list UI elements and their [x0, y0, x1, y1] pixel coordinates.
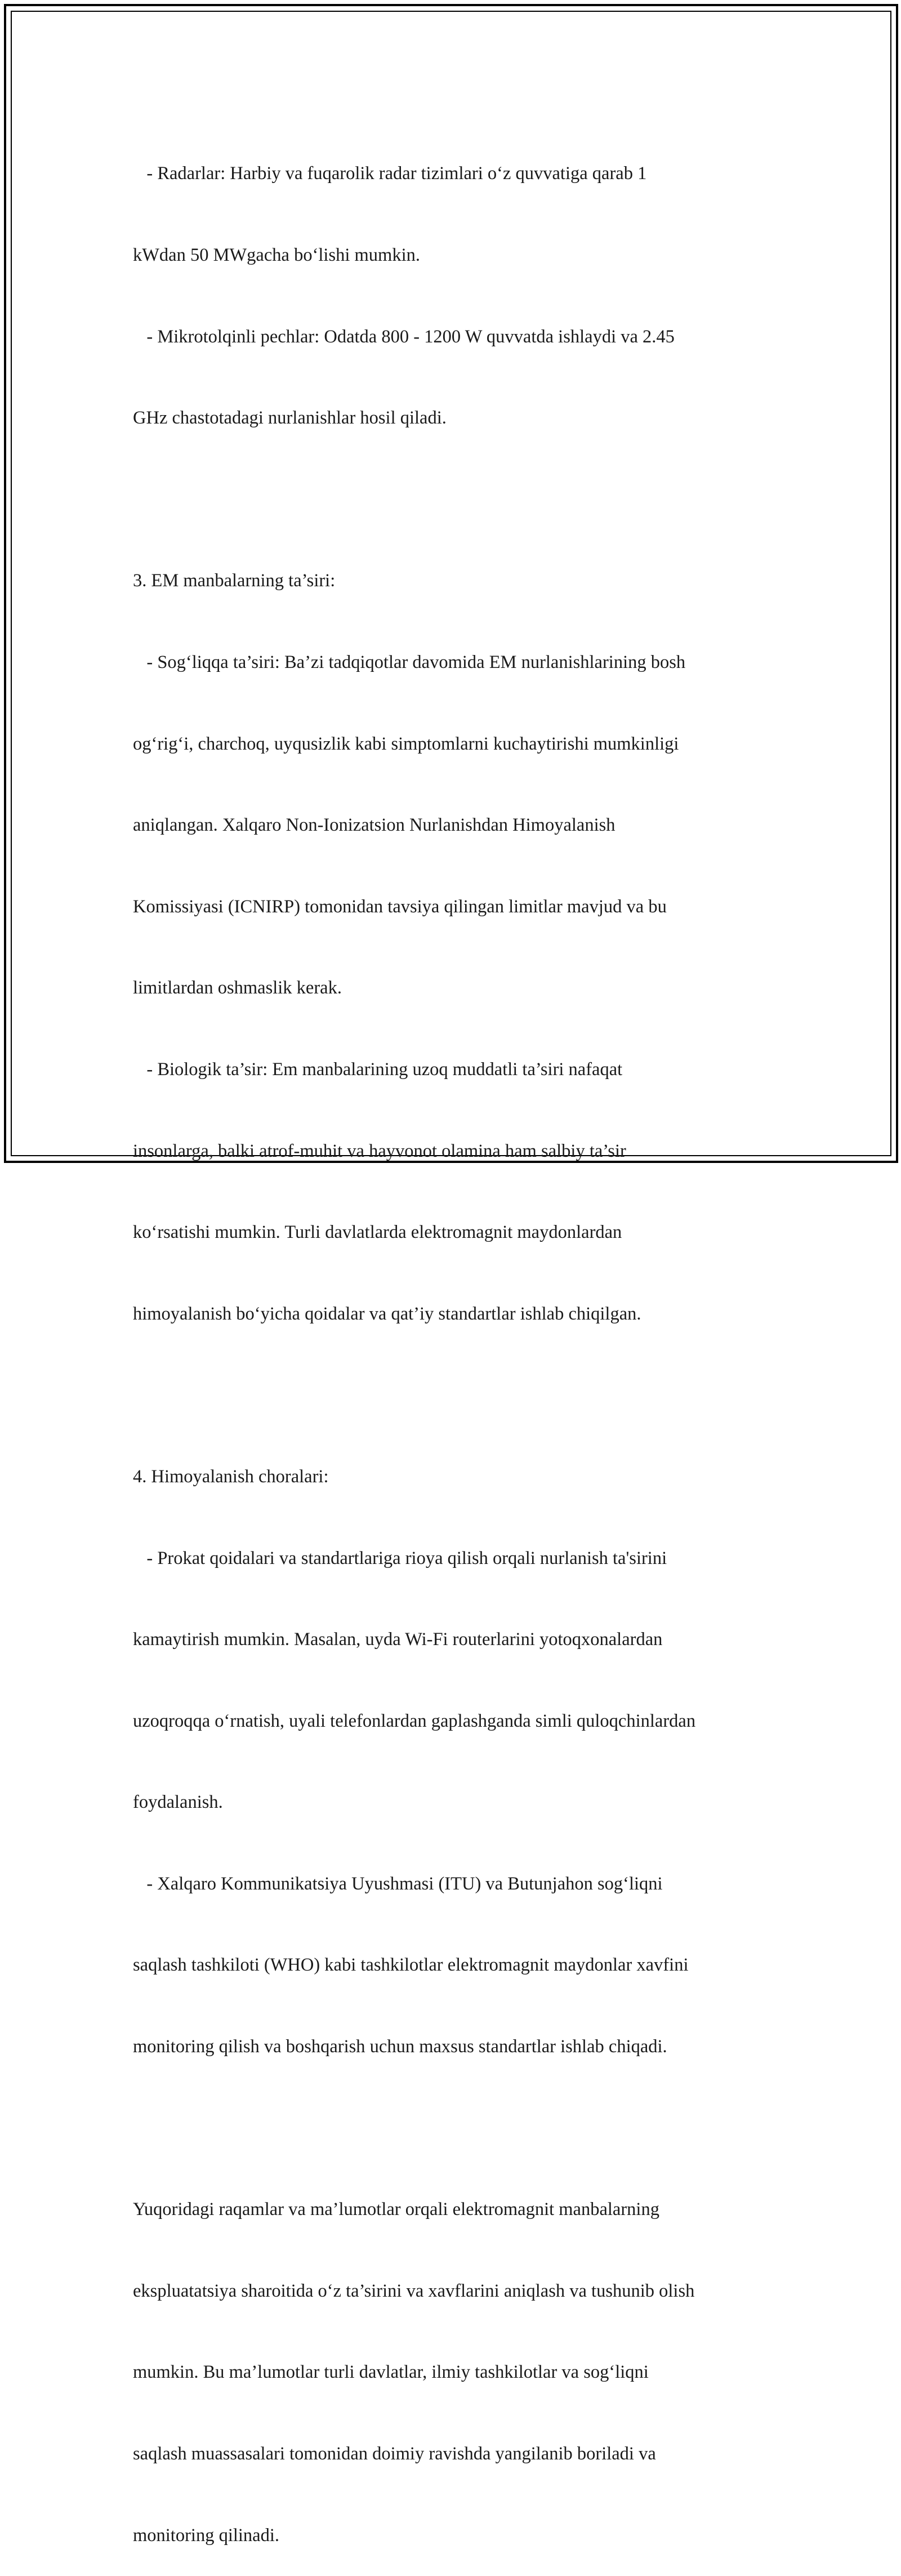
text-line: uzoqroqqa o‘rnatish, uyali telefonlardan gaplashganda simli quloqchinlardan — [133, 1710, 696, 1731]
blank-line — [133, 486, 786, 513]
text-line: ko‘rsatishi mumkin. Turli davlatlarda elektromagnit maydonlardan — [133, 1222, 622, 1243]
text-line: insonlarga, balki atrof-muhit va hayvonot olamina ham salbiy ta’sir — [133, 1140, 626, 1161]
text-line: - Xalqaro Kommunikatsiya Uyushmasi (ITU) va Butunjahon sog‘liqni — [133, 1873, 663, 1894]
text-line: saqlash tashkiloti (WHO) kabi tashkilotlar elektromagnit maydonlar xavfini — [133, 1955, 689, 1976]
conclusion-line: Yuqoridagi raqamlar va ma’lumotlar orqali elektromagnit manbalarning — [133, 2199, 659, 2220]
text-line: - Radarlar: Harbiy va fuqarolik radar tizimlari o‘z quvvatiga qarab 1 — [133, 163, 647, 184]
text-line: - Mikrotolqinli pechlar: Odatda 800 - 1200 W quvvatda ishlaydi va 2.45 — [133, 326, 675, 347]
text-line: himoyalanish bo‘yicha qoidalar va qat’iy standartlar ishlab chiqilgan. — [133, 1303, 641, 1324]
blank-line — [133, 2115, 786, 2142]
text-line: foydalanish. — [133, 1792, 223, 1813]
text-line: og‘rig‘i, charchoq, uyqusizlik kabi simptomlarni kuchaytirishi mumkinligi — [133, 733, 679, 754]
conclusion-line: monitoring qilinadi. — [133, 2525, 279, 2546]
text-line: monitoring qilish va boshqarish uchun maxsus standartlar ishlab chiqadi. — [133, 2036, 667, 2057]
text-line: - Prokat qoidalari va standartlariga rioya qilish orqali nurlanish ta'sirini — [133, 1548, 667, 1568]
text-line: - Biologik ta’sir: Em manbalarining uzoq muddatli ta’siri nafaqat — [133, 1059, 623, 1080]
text-line: kWdan 50 MWgacha bo‘lishi mumkin. — [133, 245, 420, 265]
text-line: aniqlangan. Xalqaro Non-Ionizatsion Nurlanishdan Himoyalanish — [133, 815, 615, 836]
text-line: Komissiyasi (ICNIRP) tomonidan tavsiya qilingan limitlar mavjud va bu — [133, 896, 667, 917]
section-heading-3: 3. EM manbalarning ta’siri: — [133, 571, 336, 591]
document-body — [133, 106, 786, 2576]
conclusion-line: ekspluatatsiya sharoitida o‘z ta’sirini va xavflarini aniqlash va tushunib olish — [133, 2280, 695, 2301]
text-line: - Sog‘liqqa ta’siri: Ba’zi tadqiqotlar davomida EM nurlanishlarining bosh — [133, 652, 686, 672]
text-line: kamaytirish mumkin. Masalan, uyda Wi-Fi routerlarini yotoqxonalardan — [133, 1629, 663, 1650]
text-line: GHz chastotadagi nurlanishlar hosil qiladi. — [133, 408, 447, 429]
section-heading-4: 4. Himoyalanish choralari: — [133, 1466, 329, 1487]
text-line: limitlardan oshmaslik kerak. — [133, 978, 342, 999]
conclusion-line: mumkin. Bu ma’lumotlar turli davlatlar, ilmiy tashkilotlar va sog‘liqni — [133, 2362, 649, 2383]
blank-line — [133, 1381, 786, 1409]
conclusion-line: saqlash muassasalari tomonidan doimiy ravishda yangilanib boriladi va — [133, 2444, 656, 2464]
